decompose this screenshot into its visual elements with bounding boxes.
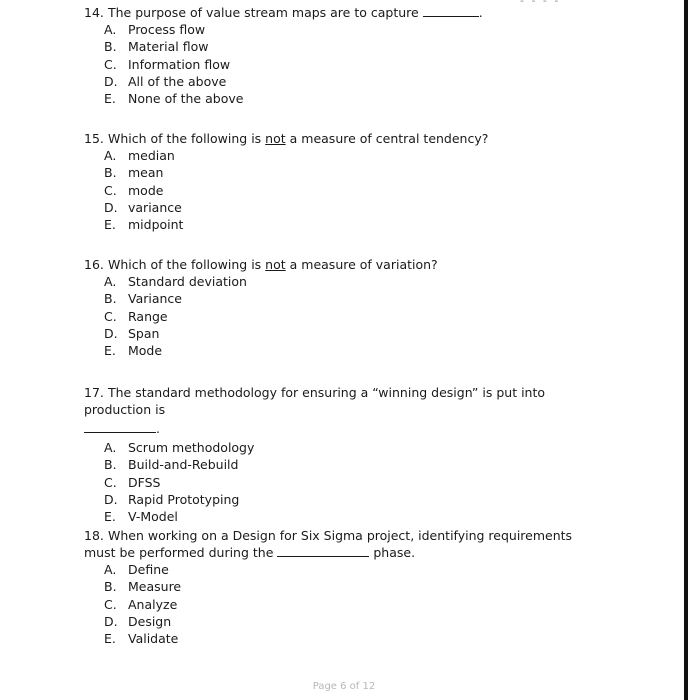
option-letter: A. (104, 148, 117, 163)
option-text: Variance (128, 291, 182, 307)
page-number-footer: Page 6 of 12 (312, 681, 376, 692)
cropped-header-fragment: - - - - (520, 0, 561, 7)
option-letter: C. (104, 596, 117, 612)
window-right-edge (684, 0, 688, 700)
option-letter: C. (104, 308, 117, 324)
option-text: median (128, 148, 175, 163)
option-text: All of the above (128, 73, 227, 89)
option-letter: A. (104, 440, 117, 455)
option-letter: D. (104, 325, 118, 341)
question-14-stem (84, 4, 614, 21)
option-b (84, 38, 614, 55)
option-c (84, 56, 614, 73)
option-letter: D. (104, 73, 118, 89)
option-text: DFSS (128, 474, 161, 490)
options-list (84, 21, 614, 107)
option-c (84, 596, 604, 613)
emphasis-not: not (265, 131, 286, 146)
option-b (84, 164, 614, 181)
option-text: Process flow (128, 22, 206, 37)
option-b (84, 578, 604, 595)
option-a (84, 273, 614, 290)
option-a (84, 561, 604, 578)
option-text: Span (128, 325, 160, 341)
option-letter: A. (104, 22, 117, 37)
option-e (84, 630, 604, 647)
option-text: Build-and-Rebuild (128, 457, 239, 473)
question-text-end: . (478, 5, 483, 20)
option-d (84, 613, 604, 630)
option-text: Define (128, 562, 169, 577)
option-text: Validate (128, 631, 179, 647)
option-text: Measure (128, 579, 182, 595)
option-b (84, 456, 614, 473)
option-letter: A. (104, 562, 117, 577)
question-number: 14. (84, 5, 104, 20)
option-text: None of the above (128, 91, 244, 107)
question-number: 15. (84, 131, 104, 146)
options-list (84, 273, 614, 359)
option-text: variance (128, 199, 182, 215)
option-b (84, 290, 614, 307)
option-letter: A. (104, 274, 117, 289)
question-text: Which of the following is (108, 257, 262, 272)
option-letter: B. (104, 579, 117, 595)
option-text: mode (128, 182, 164, 198)
option-letter: C. (104, 474, 117, 490)
option-letter: C. (104, 56, 117, 72)
option-letter: B. (104, 165, 117, 181)
option-text: Standard deviation (128, 274, 247, 289)
question-16-stem (84, 256, 614, 273)
question-17-stem (84, 384, 614, 418)
question-18-stem (84, 527, 604, 561)
question-18 (84, 527, 604, 647)
option-text: Analyze (128, 596, 178, 612)
option-a (84, 21, 614, 38)
option-letter: B. (104, 291, 117, 307)
option-c (84, 308, 614, 325)
option-text: Mode (128, 343, 163, 359)
option-text: mean (128, 165, 164, 181)
option-text: Material flow (128, 39, 209, 55)
option-text: Range (128, 308, 168, 324)
answer-blank (423, 4, 479, 17)
question-number: 16. (84, 257, 104, 272)
option-text: Rapid Prototyping (128, 491, 240, 507)
option-d (84, 199, 614, 216)
option-d (84, 325, 614, 342)
option-letter: B. (104, 39, 117, 55)
question-number: 17. (84, 385, 104, 400)
option-text: Scrum methodology (128, 440, 255, 455)
option-e (84, 508, 614, 525)
question-text-end: a measure of central tendency? (289, 131, 489, 146)
option-letter: D. (104, 199, 118, 215)
question-17 (84, 384, 614, 525)
emphasis-not: not (265, 257, 286, 272)
question-text-end: . (156, 421, 160, 436)
question-14 (84, 4, 614, 107)
question-text-end: phase. (373, 545, 416, 560)
options-list (84, 147, 614, 233)
option-text: Information flow (128, 56, 231, 72)
options-list (84, 439, 614, 525)
question-text: Which of the following is (108, 131, 262, 146)
option-letter: E. (104, 509, 116, 525)
option-c (84, 474, 614, 491)
option-a (84, 439, 614, 456)
question-15 (84, 130, 614, 233)
question-text-end: a measure of variation? (289, 257, 438, 272)
answer-blank (84, 420, 156, 433)
question-16 (84, 256, 614, 359)
option-c (84, 182, 614, 199)
option-letter: E. (104, 217, 116, 233)
options-list (84, 561, 604, 647)
option-text: V-Model (128, 509, 178, 525)
option-letter: D. (104, 491, 118, 507)
option-e (84, 90, 614, 107)
option-d (84, 73, 614, 90)
option-letter: E. (104, 631, 116, 647)
option-text: Design (128, 613, 172, 629)
option-letter: E. (104, 343, 116, 359)
question-text: When working on a Design for Six Sigma project, identifying requirements must be performed during the (84, 528, 573, 560)
option-a (84, 147, 614, 164)
question-17-blank-line (84, 420, 614, 437)
option-text: midpoint (128, 217, 184, 233)
question-number: 18. (84, 528, 104, 543)
option-letter: B. (104, 457, 117, 473)
option-letter: E. (104, 91, 116, 107)
option-e (84, 216, 614, 233)
question-text: The purpose of value stream maps are to capture (108, 5, 419, 20)
option-d (84, 491, 614, 508)
option-letter: D. (104, 613, 118, 629)
question-15-stem (84, 130, 614, 147)
option-letter: C. (104, 182, 117, 198)
question-text: The standard methodology for ensuring a “winning design” is put into production is (84, 385, 546, 417)
option-e (84, 342, 614, 359)
answer-blank (277, 544, 369, 557)
